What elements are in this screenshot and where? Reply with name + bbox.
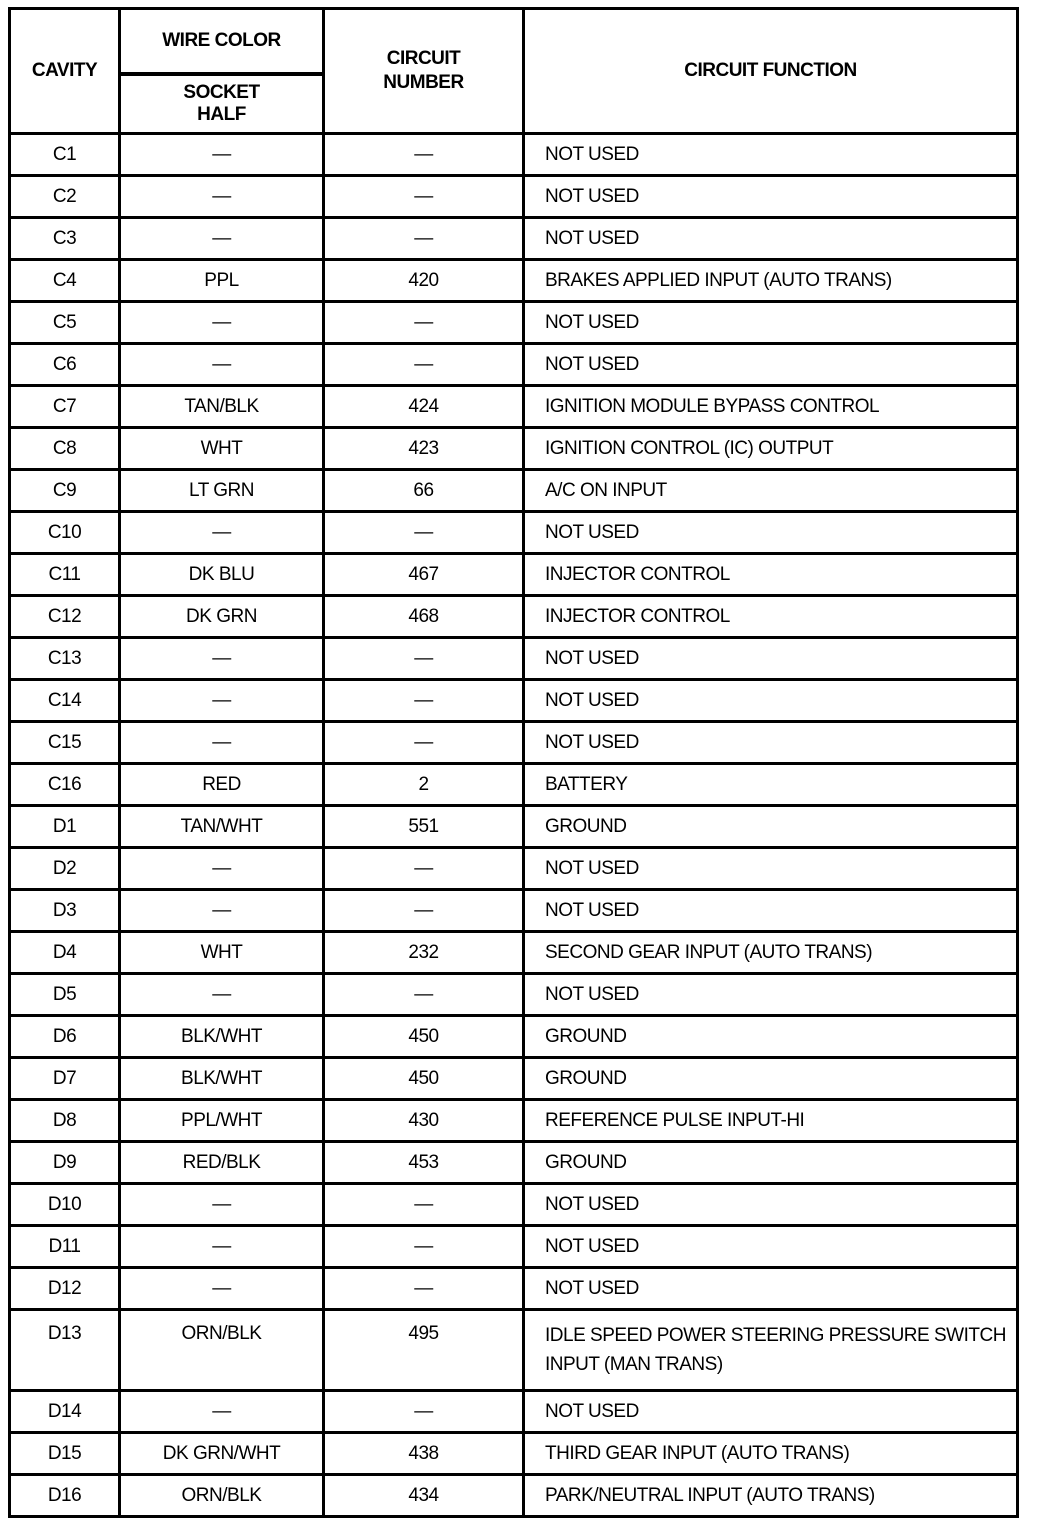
- header-circuit-number-text: CIRCUIT NUMBER: [383, 48, 464, 93]
- circuit-number-cell: 551: [324, 806, 524, 848]
- circuit-function-cell: NOT USED: [524, 218, 1018, 260]
- cavity-cell: D4: [10, 932, 120, 974]
- header-circuit-number: [324, 9, 524, 134]
- circuit-function-cell: NOT USED: [524, 680, 1018, 722]
- table-row: [10, 344, 1018, 386]
- circuit-number-cell: —: [324, 302, 524, 344]
- wire-color-cell: PPL/WHT: [120, 1100, 324, 1142]
- wire-color-cell: WHT: [120, 428, 324, 470]
- circuit-function-cell: NOT USED: [524, 848, 1018, 890]
- table-row: [10, 1184, 1018, 1226]
- circuit-number-cell: 434: [324, 1475, 524, 1517]
- circuit-function-cell: IDLE SPEED POWER STEERING PRESSURE SWITCH INPUT (MAN TRANS): [524, 1310, 1018, 1391]
- cavity-cell: C16: [10, 764, 120, 806]
- wire-color-cell: —: [120, 1391, 324, 1433]
- wire-color-cell: —: [120, 512, 324, 554]
- wire-color-cell: —: [120, 890, 324, 932]
- circuit-number-cell: —: [324, 680, 524, 722]
- circuit-number-cell: 423: [324, 428, 524, 470]
- wire-color-cell: ORN/BLK: [120, 1475, 324, 1517]
- wire-color-cell: —: [120, 344, 324, 386]
- table-row: [10, 512, 1018, 554]
- wire-color-cell: —: [120, 974, 324, 1016]
- table-row: [10, 932, 1018, 974]
- table-row: [10, 764, 1018, 806]
- cavity-cell: D16: [10, 1475, 120, 1517]
- cavity-cell: D3: [10, 890, 120, 932]
- wire-color-cell: RED: [120, 764, 324, 806]
- table-row: [10, 386, 1018, 428]
- circuit-function-cell: NOT USED: [524, 302, 1018, 344]
- table-row: [10, 1310, 1018, 1391]
- header-cavity: CAVITY: [10, 9, 120, 134]
- wire-color-cell: —: [120, 134, 324, 176]
- table-row: [10, 1433, 1018, 1475]
- circuit-function-cell: NOT USED: [524, 722, 1018, 764]
- circuit-function-cell: NOT USED: [524, 974, 1018, 1016]
- wire-color-cell: TAN/WHT: [120, 806, 324, 848]
- circuit-function-cell: REFERENCE PULSE INPUT-HI: [524, 1100, 1018, 1142]
- cavity-cell: C5: [10, 302, 120, 344]
- circuit-function-cell: INJECTOR CONTROL: [524, 596, 1018, 638]
- cavity-cell: C11: [10, 554, 120, 596]
- circuit-function-cell: GROUND: [524, 1142, 1018, 1184]
- circuit-number-cell: 2: [324, 764, 524, 806]
- circuit-function-cell: GROUND: [524, 806, 1018, 848]
- circuit-function-cell: BRAKES APPLIED INPUT (AUTO TRANS): [524, 260, 1018, 302]
- circuit-function-cell: SECOND GEAR INPUT (AUTO TRANS): [524, 932, 1018, 974]
- cavity-cell: D12: [10, 1268, 120, 1310]
- circuit-number-cell: 495: [324, 1310, 524, 1391]
- circuit-number-cell: 450: [324, 1058, 524, 1100]
- wire-color-cell: —: [120, 722, 324, 764]
- cavity-cell: D6: [10, 1016, 120, 1058]
- circuit-function-cell: NOT USED: [524, 1226, 1018, 1268]
- circuit-function-cell: INJECTOR CONTROL: [524, 554, 1018, 596]
- circuit-number-cell: 232: [324, 932, 524, 974]
- table-row: [10, 260, 1018, 302]
- cavity-cell: C14: [10, 680, 120, 722]
- wire-color-cell: —: [120, 1268, 324, 1310]
- cavity-cell: D8: [10, 1100, 120, 1142]
- table-row: [10, 1268, 1018, 1310]
- circuit-number-cell: 438: [324, 1433, 524, 1475]
- wire-color-cell: WHT: [120, 932, 324, 974]
- wire-color-cell: LT GRN: [120, 470, 324, 512]
- table-row: [10, 554, 1018, 596]
- cavity-cell: C2: [10, 176, 120, 218]
- table-row: [10, 638, 1018, 680]
- header-circuit-function: CIRCUIT FUNCTION: [524, 9, 1018, 134]
- circuit-function-cell: NOT USED: [524, 1268, 1018, 1310]
- cavity-cell: D5: [10, 974, 120, 1016]
- circuit-function-cell: NOT USED: [524, 344, 1018, 386]
- cavity-cell: C10: [10, 512, 120, 554]
- wire-color-cell: RED/BLK: [120, 1142, 324, 1184]
- table-row: [10, 428, 1018, 470]
- wire-color-cell: —: [120, 176, 324, 218]
- circuit-function-cell: IGNITION CONTROL (IC) OUTPUT: [524, 428, 1018, 470]
- table-row: [10, 134, 1018, 176]
- table-row: [10, 974, 1018, 1016]
- table-row: [10, 1100, 1018, 1142]
- circuit-function-cell: GROUND: [524, 1058, 1018, 1100]
- table-row: [10, 680, 1018, 722]
- wire-color-cell: —: [120, 638, 324, 680]
- header-wire-color-group: [120, 9, 324, 134]
- circuit-function-cell: NOT USED: [524, 134, 1018, 176]
- circuit-number-cell: —: [324, 1391, 524, 1433]
- circuit-number-cell: —: [324, 1184, 524, 1226]
- wire-color-cell: PPL: [120, 260, 324, 302]
- header-row: [10, 9, 1018, 134]
- table-row: [10, 218, 1018, 260]
- table-row: [10, 596, 1018, 638]
- table-row: [10, 1142, 1018, 1184]
- circuit-number-cell: —: [324, 890, 524, 932]
- circuit-number-cell: 450: [324, 1016, 524, 1058]
- circuit-number-cell: 453: [324, 1142, 524, 1184]
- circuit-function-cell: NOT USED: [524, 890, 1018, 932]
- circuit-number-cell: —: [324, 848, 524, 890]
- cavity-cell: C7: [10, 386, 120, 428]
- table-body: [10, 134, 1018, 1517]
- circuit-function-cell: BATTERY: [524, 764, 1018, 806]
- wire-color-cell: BLK/WHT: [120, 1058, 324, 1100]
- circuit-number-cell: —: [324, 344, 524, 386]
- cavity-cell: C9: [10, 470, 120, 512]
- wire-color-cell: —: [120, 302, 324, 344]
- header-socket-half: [121, 76, 322, 132]
- header-socket-half-text: SOCKET HALF: [183, 82, 260, 125]
- table-row: [10, 722, 1018, 764]
- cavity-cell: C12: [10, 596, 120, 638]
- circuit-number-cell: 424: [324, 386, 524, 428]
- circuit-number-cell: —: [324, 638, 524, 680]
- circuit-number-cell: —: [324, 218, 524, 260]
- cavity-cell: C13: [10, 638, 120, 680]
- circuit-number-cell: 430: [324, 1100, 524, 1142]
- circuit-function-cell: NOT USED: [524, 176, 1018, 218]
- circuit-function-cell: PARK/NEUTRAL INPUT (AUTO TRANS): [524, 1475, 1018, 1517]
- wire-color-cell: —: [120, 848, 324, 890]
- cavity-cell: C3: [10, 218, 120, 260]
- cavity-cell: D14: [10, 1391, 120, 1433]
- circuit-number-cell: —: [324, 512, 524, 554]
- cavity-cell: D10: [10, 1184, 120, 1226]
- cavity-cell: D9: [10, 1142, 120, 1184]
- wire-color-cell: ORN/BLK: [120, 1310, 324, 1391]
- circuit-number-cell: —: [324, 176, 524, 218]
- circuit-function-cell: THIRD GEAR INPUT (AUTO TRANS): [524, 1433, 1018, 1475]
- wire-color-cell: DK GRN: [120, 596, 324, 638]
- circuit-function-cell: NOT USED: [524, 1391, 1018, 1433]
- table-row: [10, 1391, 1018, 1433]
- wire-color-cell: DK GRN/WHT: [120, 1433, 324, 1475]
- circuit-number-cell: —: [324, 1268, 524, 1310]
- table-row: [10, 806, 1018, 848]
- cavity-cell: D13: [10, 1310, 120, 1391]
- wire-color-cell: DK BLU: [120, 554, 324, 596]
- circuit-number-cell: —: [324, 1226, 524, 1268]
- cavity-cell: D1: [10, 806, 120, 848]
- circuit-function-cell: A/C ON INPUT: [524, 470, 1018, 512]
- cavity-cell: C1: [10, 134, 120, 176]
- cavity-cell: C15: [10, 722, 120, 764]
- table-row: [10, 848, 1018, 890]
- table-row: [10, 1475, 1018, 1517]
- wire-color-cell: —: [120, 1184, 324, 1226]
- circuit-number-cell: 467: [324, 554, 524, 596]
- circuit-number-cell: 468: [324, 596, 524, 638]
- circuit-function-cell: NOT USED: [524, 638, 1018, 680]
- wire-color-cell: BLK/WHT: [120, 1016, 324, 1058]
- circuit-number-cell: —: [324, 974, 524, 1016]
- circuit-number-cell: —: [324, 722, 524, 764]
- cavity-cell: D11: [10, 1226, 120, 1268]
- circuit-number-cell: 66: [324, 470, 524, 512]
- connector-pinout-table: [8, 7, 1019, 1518]
- cavity-cell: C8: [10, 428, 120, 470]
- circuit-number-cell: 420: [324, 260, 524, 302]
- cavity-cell: C6: [10, 344, 120, 386]
- cavity-cell: D7: [10, 1058, 120, 1100]
- circuit-function-cell: IGNITION MODULE BYPASS CONTROL: [524, 386, 1018, 428]
- table-row: [10, 470, 1018, 512]
- wire-color-cell: TAN/BLK: [120, 386, 324, 428]
- cavity-cell: C4: [10, 260, 120, 302]
- wire-color-cell: —: [120, 1226, 324, 1268]
- circuit-function-cell: NOT USED: [524, 512, 1018, 554]
- circuit-function-cell: GROUND: [524, 1016, 1018, 1058]
- header-wire-color: WIRE COLOR: [121, 10, 322, 76]
- wire-color-cell: —: [120, 218, 324, 260]
- table-row: [10, 890, 1018, 932]
- cavity-cell: D2: [10, 848, 120, 890]
- wire-color-cell: —: [120, 680, 324, 722]
- circuit-function-cell: NOT USED: [524, 1184, 1018, 1226]
- table-row: [10, 1016, 1018, 1058]
- cavity-cell: D15: [10, 1433, 120, 1475]
- table-row: [10, 176, 1018, 218]
- circuit-number-cell: —: [324, 134, 524, 176]
- table-row: [10, 1058, 1018, 1100]
- table-row: [10, 302, 1018, 344]
- table-row: [10, 1226, 1018, 1268]
